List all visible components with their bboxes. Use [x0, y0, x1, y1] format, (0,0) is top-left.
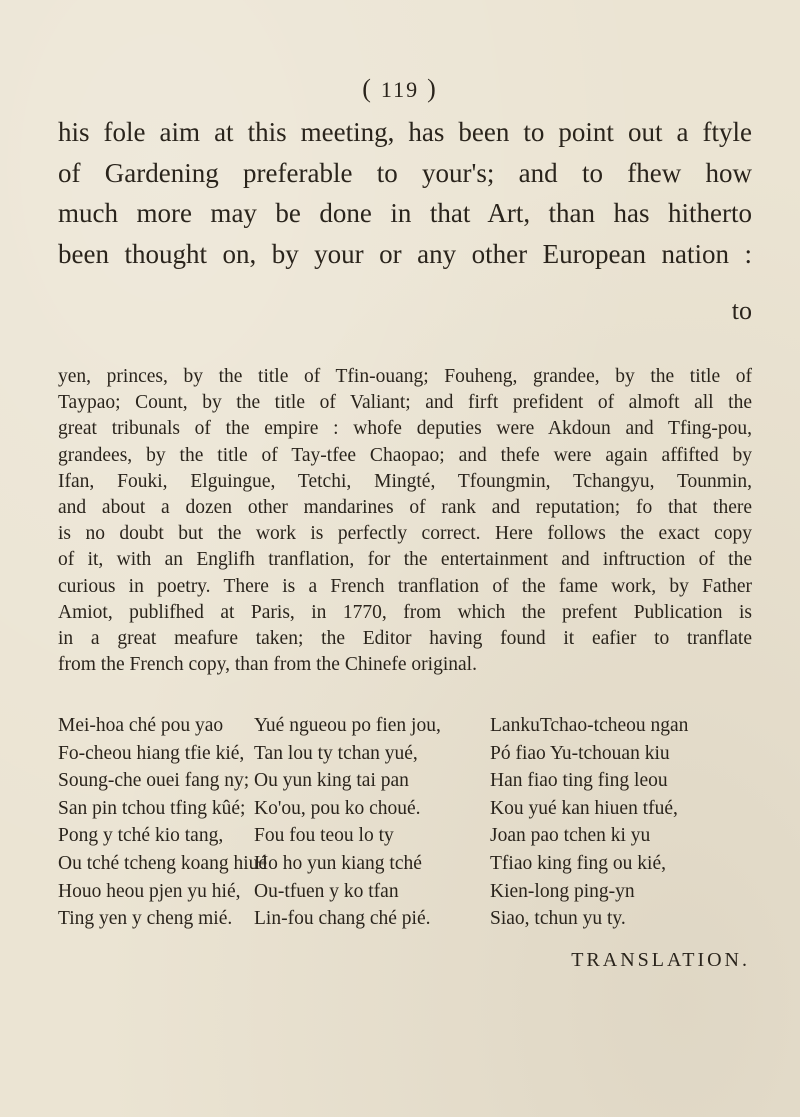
poem-column-3-line: Han fiao ting fing leou: [490, 770, 668, 792]
catchword: to: [731, 296, 752, 325]
main-paragraph-line: of Gardening preferable to your's; and to fhew how: [58, 157, 752, 188]
poem-column-1-line: San pin tchou tfing kûé;: [58, 797, 246, 819]
poem-column-3-line: Joan pao tchen ki yu: [490, 825, 651, 847]
poem-row: [58, 795, 758, 823]
footnote-line: and about a dozen other mandarines of rank and reputation; fo that there: [58, 497, 752, 519]
page-number-value: 119: [380, 77, 420, 102]
translation-heading: TRANSLATION.: [571, 949, 750, 971]
poem-column-1-line: Ou tché tcheng koang hiué: [58, 852, 268, 874]
footnote-line: Ifan, Fouki, Elguingue, Tetchi, Mingté, Tfoungmin, Tchangyu, Tounmin,: [58, 470, 752, 492]
chinese-poem-transliteration: [58, 712, 758, 933]
poem-column-1-line: Pong y tché kio tang,: [58, 825, 224, 847]
poem-column-2-line: Tan lou ty tchan yué,: [254, 742, 418, 764]
poem-column-3-line: Kou yué kan hiuen tfué,: [490, 797, 678, 819]
footnote-line: Taypao; Count, by the title of Valiant; and firft prefident of almoft all the: [58, 392, 752, 414]
poem-column-3-line: Kien-long ping-yn: [490, 880, 635, 902]
poem-column-1-line: Mei-hoa ché pou yao: [58, 715, 224, 736]
poem-row: [58, 905, 758, 933]
main-paragraph-line: his fole aim at this meeting, has been to point out a ftyle: [58, 117, 752, 147]
footnote-line: from the French copy, than from the Chinefe original.: [58, 654, 477, 676]
page-number: [0, 74, 800, 104]
poem-column-1-line: Soung-che ouei fang ny;: [58, 770, 250, 792]
page-number-open-paren: (: [362, 74, 373, 103]
poem-column-1-line: Houo heou pjen yu hié,: [58, 880, 241, 902]
poem-row: [58, 712, 758, 740]
footnote-line: is no doubt but the work is perfectly correct. Here follows the exact copy: [58, 523, 752, 545]
main-paragraph: [58, 112, 752, 274]
poem-column-3-line: LankuTchao-tcheou ngan: [490, 715, 689, 736]
poem-row: [58, 822, 758, 850]
poem-column-3-line: Pó fiao Yu-tchouan kiu: [490, 742, 670, 764]
footnote-line: yen, princes, by the title of Tfin-ouang; Fouheng, grandee, by the title of: [58, 366, 752, 387]
footnote-line: Amiot, publifhed at Paris, in 1770, from which the prefent Publication is: [58, 601, 752, 623]
footnote-paragraph: [58, 364, 752, 678]
poem-row: [58, 740, 758, 768]
poem-column-2-line: Ou-tfuen y ko tfan: [254, 880, 399, 902]
footnote-line: grandees, by the title of Tay-tfee Chaopao; and thefe were again affifted by: [58, 444, 752, 466]
poem-column-3-line: Tfiao king fing ou kié,: [490, 852, 667, 874]
poem-column-1-line: Ting yen y cheng mié.: [58, 908, 233, 930]
poem-column-2-line: Yué ngueou po fien jou,: [254, 715, 441, 736]
poem-column-3-line: Siao, tchun yu ty.: [490, 908, 626, 930]
poem-column-2-line: Ou yun king tai pan: [254, 770, 409, 792]
poem-row: [58, 850, 758, 878]
page-number-close-paren: ): [427, 74, 438, 103]
footnote-line: curious in poetry. There is a French tranflation of the fame work, by Father: [58, 575, 752, 597]
footnote-line: of it, with an Englifh tranflation, for the entertainment and inftruction of the: [58, 549, 752, 571]
main-paragraph-line: been thought on, by your or any other European nation :: [58, 238, 752, 269]
poem-column-1-line: Fo-cheou hiang tfie kié,: [58, 742, 245, 764]
poem-column-2-line: Lin-fou chang ché pié.: [254, 908, 431, 930]
poem-row: [58, 878, 758, 906]
main-paragraph-line: much more may be done in that Art, than has hitherto: [58, 198, 752, 228]
poem-row: [58, 767, 758, 795]
poem-column-2-line: Ho ho yun kiang tché: [254, 852, 422, 874]
footnote-line: in a great meafure taken; the Editor having found it eafier to tranflate: [58, 628, 752, 650]
footnote-line: great tribunals of the empire : whofe deputies were Akdoun and Tfing-pou,: [58, 418, 752, 440]
poem-column-2-line: Fou fou teou lo ty: [254, 825, 394, 847]
poem-column-2-line: Ko'ou, pou ko choué.: [254, 797, 421, 819]
